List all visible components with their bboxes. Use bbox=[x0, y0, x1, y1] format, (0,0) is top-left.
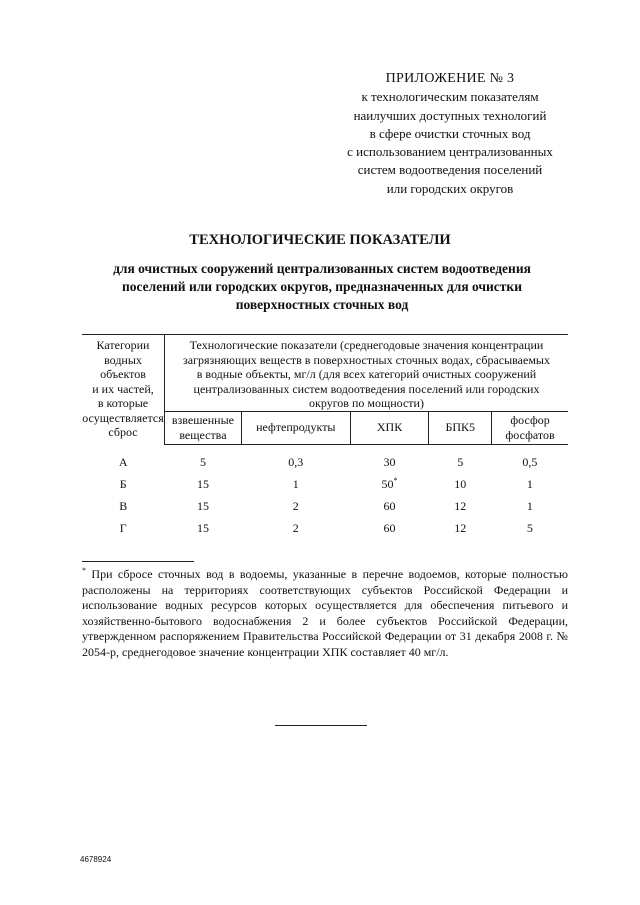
group-header-line: округов по мощности) bbox=[309, 396, 424, 410]
column-header-phosphorus bbox=[492, 411, 568, 444]
cell-value: 1 bbox=[526, 476, 533, 491]
table-row bbox=[82, 477, 568, 499]
appendix-title: ПРИЛОЖЕНИЕ № 3 bbox=[385, 71, 515, 86]
appendix-line: систем водоотведения поселений bbox=[357, 162, 543, 178]
column-header-line: нефтепродукты bbox=[256, 420, 336, 435]
cell-value: 12 bbox=[454, 498, 467, 513]
document-code: 4678924 bbox=[80, 855, 112, 864]
category-header-line: объектов bbox=[100, 367, 146, 381]
footnote-reference: * bbox=[393, 475, 398, 485]
column-header-line: фосфор bbox=[510, 413, 550, 427]
group-header-line: Технологические показатели (среднегодовые значения концентрации bbox=[189, 338, 544, 352]
cell-value: 15 bbox=[196, 476, 209, 491]
indicators-group-header bbox=[164, 335, 568, 412]
category-header-line: осуществляется bbox=[82, 410, 164, 425]
group-header-line: централизованных систем водоотведения поселений или городских bbox=[193, 381, 540, 396]
column-header-bod5 bbox=[429, 411, 492, 444]
cell-value: 0,3 bbox=[288, 454, 304, 469]
column-header-line: БПК5 bbox=[445, 420, 476, 435]
cell-value: 60 bbox=[383, 498, 396, 513]
group-header-line: загрязняющих веществ в поверхностных сточных водах, сбрасываемых bbox=[182, 352, 550, 367]
appendix-line: с использованием централизованных bbox=[347, 144, 553, 160]
table-row bbox=[82, 521, 568, 543]
category-header bbox=[82, 335, 164, 445]
cell-value: 1 bbox=[526, 498, 533, 513]
category-header-line: в которые bbox=[97, 396, 149, 410]
column-header-line: фосфатов bbox=[505, 427, 555, 442]
column-header-cod bbox=[350, 411, 429, 444]
column-header-line: взвешенные bbox=[171, 413, 234, 427]
cell-value: 5 bbox=[457, 454, 464, 469]
cell-value: 0,5 bbox=[522, 454, 538, 469]
footnote-text: При сбросе сточных вод в водоемы, указанные в перечне водоемов, которые полностью расположены на территориях соответствующих субъектов Российской Федерации и использование водных ресурсов которых осуществляется для обеспечения питьевого и хозяйственно-бытового водоснабжения 2 и более субъектов Российской Федерации, утвержденном распоряжением Правительства Российской Федерации от 31 декабря 2008 г. № 2054-р, среднегодовое значение концентрации ХПК составляет 40 мг/л. bbox=[82, 567, 568, 659]
column-header-line: вещества bbox=[179, 427, 227, 442]
document-title: ТЕХНОЛОГИЧЕСКИЕ ПОКАЗАТЕЛИ bbox=[189, 232, 451, 248]
cell-value: 5 bbox=[526, 520, 533, 535]
category-header-line: и их частей, bbox=[92, 381, 154, 396]
row-category: А bbox=[118, 454, 128, 469]
cell-value: 1 bbox=[292, 476, 299, 491]
footnote-marker: * bbox=[82, 566, 86, 575]
cell-value: 2 bbox=[292, 498, 299, 513]
row-category: Г bbox=[119, 520, 127, 535]
cell-value: 50 bbox=[381, 476, 394, 491]
row-category: Б bbox=[119, 476, 127, 491]
category-header-line: водных bbox=[104, 352, 142, 367]
column-header-suspended-solids bbox=[164, 411, 241, 444]
appendix-line: к технологическим показателям bbox=[361, 89, 539, 105]
group-header-line: в водные объекты, мг/л (для всех категорий очистных сооружений bbox=[196, 367, 537, 381]
subtitle-line: для очистных сооружений централизованных систем водоотведения bbox=[113, 261, 531, 276]
cell-value: 15 bbox=[196, 498, 209, 513]
subtitle-line: поверхностных сточных вод bbox=[235, 297, 409, 313]
cell-value-with-footnote bbox=[350, 477, 429, 499]
cell-value: 15 bbox=[196, 520, 209, 535]
table-row bbox=[82, 499, 568, 521]
cell-value: 12 bbox=[454, 520, 467, 535]
cell-value: 2 bbox=[292, 520, 299, 535]
subtitle-line: поселений или городских округов, предназначенных для очистки bbox=[122, 279, 522, 295]
footnote-separator bbox=[82, 561, 194, 562]
row-category: В bbox=[119, 498, 128, 513]
appendix-header bbox=[300, 70, 600, 198]
footnote bbox=[82, 567, 568, 660]
cell-value: 60 bbox=[383, 520, 396, 535]
table-header-row bbox=[82, 335, 568, 412]
document-subtitle bbox=[82, 260, 562, 315]
end-of-document-rule bbox=[275, 725, 367, 726]
appendix-line: в сфере очистки сточных вод bbox=[369, 125, 531, 141]
cell-value: 5 bbox=[199, 454, 206, 469]
category-header-line: сброс bbox=[108, 425, 138, 439]
cell-value: 30 bbox=[383, 454, 396, 469]
appendix-line: наилучших доступных технологий bbox=[353, 107, 547, 123]
appendix-line: или городских округов bbox=[386, 180, 514, 196]
column-header-oil-products bbox=[241, 411, 350, 444]
category-header-line: Категории bbox=[96, 338, 150, 352]
cell-value: 10 bbox=[454, 476, 467, 491]
indicators-table bbox=[82, 334, 568, 543]
table-row bbox=[82, 455, 568, 477]
column-header-line: ХПК bbox=[376, 420, 403, 435]
